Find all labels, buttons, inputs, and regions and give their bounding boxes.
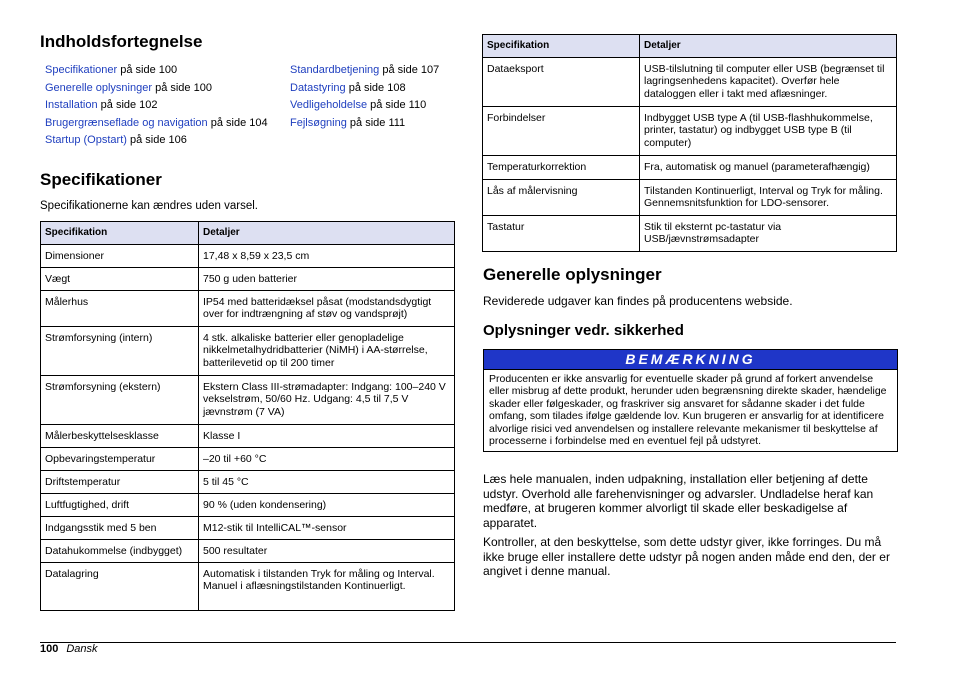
spec-row xyxy=(41,376,455,425)
spec-row xyxy=(41,425,455,448)
spec-name-cell: Luftfugtighed, drift xyxy=(41,494,199,517)
spec-detail-cell: M12-stik til IntelliCAL™-sensor xyxy=(199,517,455,540)
safety-heading: Oplysninger vedr. sikkerhed xyxy=(483,322,684,339)
spec-row xyxy=(41,471,455,494)
spec-detail-cell: 17,48 x 8,59 x 23,5 cm xyxy=(199,245,455,268)
spec-name-cell: Temperaturkorrektion xyxy=(483,156,640,180)
notice-text: Producenten er ikke ansvarlig for eventuelle skader på grund af forkert anvendelse eller misbrug af dette produkt, herunder uden begrænsning direkte skader, hændelige skader eller følgeskader, og fraskriver sig ansvaret for sådanne skader i det fulde omfang, som tilades ifølge gældende lov. Kun brugeren er ansvarlig for at identificere alvorlige risici ved anvendelsen og installere relevante mekanismer til beskyttelse af processerne i forbindelse med en eventuel fejl på udstyret. xyxy=(484,369,897,451)
spec-detail-cell: –20 til +60 °C xyxy=(199,448,455,471)
spec-name-cell: Målerbeskyttelsesklasse xyxy=(41,425,199,448)
spec-name-cell: Forbindelser xyxy=(483,107,640,156)
toc-link[interactable]: Datastyring xyxy=(290,81,346,94)
footer-language: Dansk xyxy=(66,643,98,655)
spec-row xyxy=(41,327,455,376)
toc-entry xyxy=(45,97,268,115)
spec-row xyxy=(41,563,455,611)
toc-entry xyxy=(290,62,439,80)
toc-page-ref: på side 107 xyxy=(379,64,440,76)
toc-right-column xyxy=(290,62,439,132)
spec-header-details: Detaljer xyxy=(640,35,897,58)
spec-row xyxy=(41,517,455,540)
spec-header-specification: Specifikation xyxy=(41,222,199,245)
toc-link[interactable]: Fejlsøgning xyxy=(290,116,347,129)
toc-page-ref: på side 110 xyxy=(367,99,427,112)
spec-header-details: Detaljer xyxy=(199,222,455,245)
spec-name-cell: Opbevaringstemperatur xyxy=(41,448,199,471)
spec-table-left xyxy=(40,221,455,611)
toc-entry xyxy=(290,115,439,133)
spec-name-cell: Vægt xyxy=(41,268,199,291)
spec-row xyxy=(41,448,455,471)
page-number: 100 xyxy=(40,643,59,655)
spec-detail-cell: Klasse I xyxy=(199,425,455,448)
specifications-intro: Specifikationerne kan ændres uden varsel. xyxy=(40,200,258,212)
toc-page-ref: på side 100 xyxy=(152,81,212,94)
spec-row xyxy=(41,291,455,327)
spec-detail-cell: Fra, automatisk og manuel (parameterafhængig) xyxy=(640,156,897,180)
toc-entry xyxy=(45,80,268,98)
footer-rule xyxy=(40,642,896,643)
spec-row xyxy=(41,268,455,291)
spec-detail-cell: 90 % (uden kondensering) xyxy=(199,494,455,517)
specifications-heading: Specifikationer xyxy=(40,170,162,189)
spec-detail-cell: 4 stk. alkaliske batterier eller genopladelige nikkelmetalhydridbatterier (NiMH) i AA-størrelse, batterilevetid op til 200 timer xyxy=(199,327,455,376)
toc-title: Indholdsfortegnelse xyxy=(40,32,203,51)
toc-link[interactable]: Specifikationer xyxy=(45,64,118,76)
spec-name-cell: Datahukommelse (indbygget) xyxy=(41,540,199,563)
toc-entry xyxy=(290,80,439,98)
spec-detail-cell: Indbygget USB type A (til USB-flashhukommelse, printer, tastatur) og indbygget USB type B (til computer) xyxy=(640,107,897,156)
toc-entry xyxy=(45,115,268,133)
spec-name-cell: Datalagring xyxy=(41,563,199,611)
spec-name-cell: Indgangsstik med 5 ben xyxy=(41,517,199,540)
spec-detail-cell: 750 g uden batterier xyxy=(199,268,455,291)
spec-row xyxy=(483,58,897,107)
toc-entry xyxy=(45,62,268,80)
toc-link[interactable]: Brugergrænseflade og navigation xyxy=(45,116,208,129)
toc-link[interactable]: Installation xyxy=(45,99,98,112)
spec-detail-cell: Ekstern Class III-strømadapter: Indgang: 100–240 V vekselstrøm, 50/60 Hz. Udgang: 4,5 til 7,5 V jævnstrøm (7 VA) xyxy=(199,376,455,425)
general-info-heading: Generelle oplysninger xyxy=(483,265,662,284)
spec-name-cell: Tastatur xyxy=(483,216,640,252)
spec-header-specification: Specifikation xyxy=(483,35,640,58)
spec-row xyxy=(41,245,455,268)
spec-detail-cell: USB-tilslutning til computer eller USB (begrænset til lagringsenhedens kapacitet). Overfør hele dataloggen eller i takt med aflæsninger. xyxy=(640,58,897,107)
spec-name-cell: Driftstemperatur xyxy=(41,471,199,494)
spec-detail-cell: IP54 med batteridæksel påsat (modstandsdygtigt over for indtrængning af støv og vandsprøjt) xyxy=(199,291,455,327)
toc-page-ref: på side 111 xyxy=(346,116,406,129)
toc-page-ref: på side 100 xyxy=(117,64,178,76)
toc-link[interactable]: Startup (Opstart) xyxy=(45,134,127,147)
safety-paragraph-1: Læs hele manualen, inden udpakning, installation eller betjening af dette udstyr. Overhold alle farehenvisninger og advarsler. Undladelse heraf kan medføre, at brugeren kommer alvorligt til skade eller beskadigelse af apparatet. xyxy=(483,472,874,530)
toc-page-ref: på side 104 xyxy=(207,116,268,129)
spec-table-right xyxy=(482,34,897,252)
spec-detail-cell: Automatisk i tilstanden Tryk for måling og Interval. Manuel i aflæsningstilstanden Kontinuerligt. xyxy=(199,563,455,611)
toc-entry xyxy=(45,132,268,150)
spec-row xyxy=(41,540,455,563)
toc-page-ref: på side 106 xyxy=(126,134,187,147)
spec-row xyxy=(41,494,455,517)
spec-detail-cell: Tilstanden Kontinuerligt, Interval og Tryk for måling. Gennemsnitsfunktion for LDO-sensorer. xyxy=(640,180,897,216)
spec-row xyxy=(483,156,897,180)
spec-name-cell: Lås af målervisning xyxy=(483,180,640,216)
safety-paragraph-2: Kontroller, at den beskyttelse, som dette udstyr giver, ikke forringes. Du må ikke bruge eller installere dette udstyr på nogen anden måde end den, der er angivet i denne manual. xyxy=(483,535,890,579)
spec-name-cell: Strømforsyning (intern) xyxy=(41,327,199,376)
notice-label: BEMÆRKNING xyxy=(484,350,897,369)
spec-name-cell: Målerhus xyxy=(41,291,199,327)
general-info-intro: Reviderede udgaver kan findes på producentens webside. xyxy=(483,294,793,308)
spec-detail-cell: 5 til 45 °C xyxy=(199,471,455,494)
spec-name-cell: Dataeksport xyxy=(483,58,640,107)
spec-detail-cell: Stik til eksternt pc-tastatur via USB/jævnstrømsadapter xyxy=(640,216,897,252)
page-footer xyxy=(40,643,98,655)
notice-box xyxy=(483,349,898,452)
toc-link[interactable]: Generelle oplysninger xyxy=(45,81,153,94)
toc-page-ref: på side 102 xyxy=(97,99,158,112)
toc-entry xyxy=(290,97,439,115)
spec-row xyxy=(483,180,897,216)
spec-row xyxy=(483,216,897,252)
toc-page-ref: på side 108 xyxy=(345,81,406,94)
spec-detail-cell: 500 resultater xyxy=(199,540,455,563)
spec-row xyxy=(483,107,897,156)
toc-link[interactable]: Standardbetjening xyxy=(290,64,380,76)
spec-name-cell: Strømforsyning (ekstern) xyxy=(41,376,199,425)
toc-link[interactable]: Vedligeholdelse xyxy=(290,99,368,112)
toc-left-column xyxy=(45,62,268,150)
spec-name-cell: Dimensioner xyxy=(41,245,199,268)
